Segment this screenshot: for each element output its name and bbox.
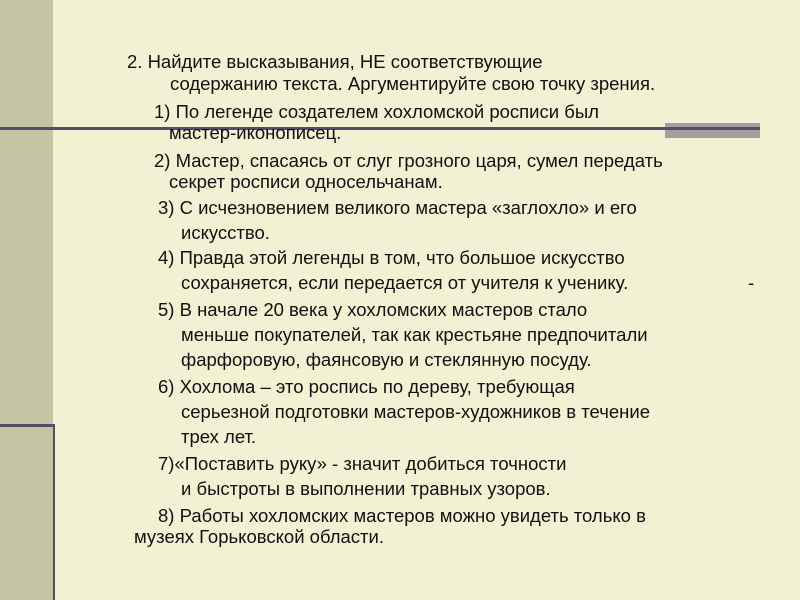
statement-2-line-1: 2) Мастер, спасаясь от слуг грозного царя, сумел передать	[154, 150, 663, 171]
statement-2-line-2: секрет росписи односельчанам.	[169, 171, 443, 192]
task-heading-line-2: содержанию текста. Аргументируйте свою точку зрения.	[170, 73, 656, 94]
statement-3-line-2: искусство.	[181, 222, 270, 243]
statement-1-line-2: мастер-иконописец.	[169, 122, 342, 143]
statement-3-line-1: 3) С исчезновением великого мастера «заглохло» и его	[158, 197, 637, 218]
statement-6-line-3: трех лет.	[181, 426, 257, 447]
statement-4-line-1: 4) Правда этой легенды в том, что большое искусство	[158, 247, 625, 268]
vertical-divider-cap	[0, 424, 55, 427]
statement-5-line-2: меньше покупателей, так как крестьяне предпочитали	[181, 324, 648, 345]
statement-6-line-1: 6) Хохлома – это роспись по дереву, требующая	[158, 376, 575, 397]
statement-5-line-3: фарфоровую, фаянсовую и стеклянную посуду.	[181, 349, 592, 370]
statement-4-marker: -	[748, 272, 755, 293]
statement-7-line-1: 7)«Поставить руку» - значит добиться точности	[158, 453, 567, 474]
statement-4-line-2: сохраняется, если передается от учителя к ученику.	[181, 272, 629, 293]
statement-8-line-1: 8) Работы хохломских мастеров можно увидеть только в	[158, 505, 646, 526]
statement-5-line-1: 5) В начале 20 века у хохломских мастеров стало	[158, 299, 588, 320]
task-heading-line-1: 2. Найдите высказывания, НЕ соответствующие	[127, 51, 543, 72]
statement-1-line-1: 1) По легенде создателем хохломской росписи был	[154, 101, 599, 122]
statement-8-line-2: музеях Горьковской области.	[134, 526, 385, 547]
divider-accent-block	[665, 123, 760, 138]
statement-7-line-2: и быстроты в выполнении травных узоров.	[181, 478, 551, 499]
left-decorative-band	[0, 0, 53, 600]
statement-6-line-2: серьезной подготовки мастеров-художников в течение	[181, 401, 650, 422]
horizontal-divider	[0, 127, 760, 130]
vertical-divider	[53, 425, 55, 600]
